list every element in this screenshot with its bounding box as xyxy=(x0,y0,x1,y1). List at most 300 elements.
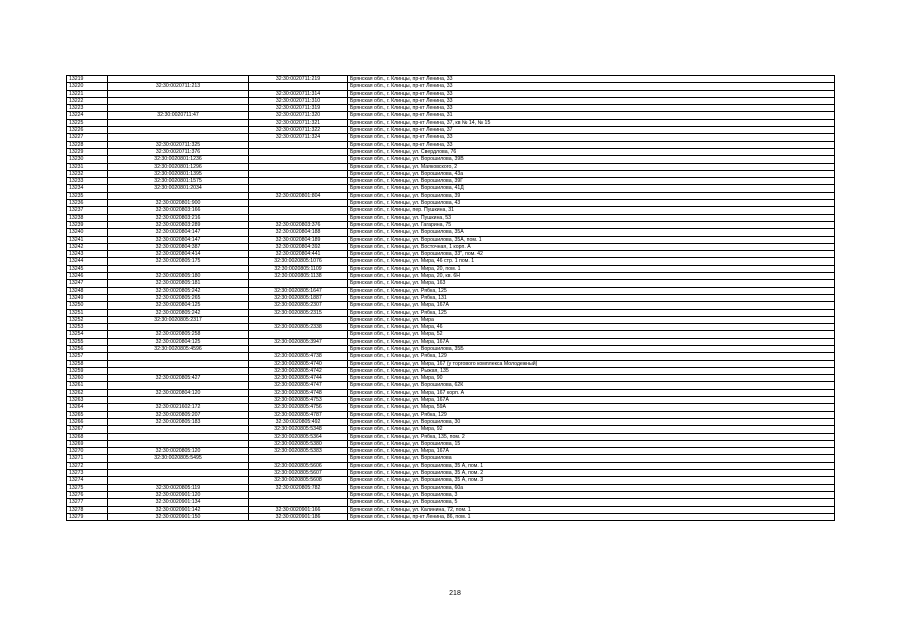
parcel-number-cell xyxy=(108,127,249,134)
object-number-cell: 32:30:0020804:188 xyxy=(249,229,348,236)
object-number-cell: 32:30:0020711:324 xyxy=(249,134,348,141)
table-row xyxy=(67,491,835,498)
parcel-number-cell xyxy=(108,90,249,97)
object-number-cell: 32:30:0020805:4753 xyxy=(249,397,348,404)
object-number-cell: 32:30:0020805:5608 xyxy=(249,477,348,484)
address-cell: Брянская обл., г. Клинцы, ул. Ворошилова, 3 xyxy=(348,491,835,498)
row-number-cell: 13258 xyxy=(67,360,108,367)
parcel-number-cell: 32:30:0020805:2317 xyxy=(108,316,249,323)
table-row xyxy=(67,345,835,352)
address-cell: Брянская обл., г. Клинцы, пер. Пушкина, 31 xyxy=(348,207,835,214)
parcel-number-cell xyxy=(108,265,249,272)
parcel-number-cell: 32:30:0020801:1575 xyxy=(108,178,249,185)
address-cell: Брянская обл., г. Клинцы, ул. Ворошилова, 35 А, пом. 2 xyxy=(348,470,835,477)
parcel-number-cell: 32:30:0020805:183 xyxy=(108,418,249,425)
address-cell: Брянская обл., г. Клинцы, ул. Ворошилова, 35А, пом. 1 xyxy=(348,236,835,243)
object-number-cell xyxy=(249,156,348,163)
address-cell: Брянская обл., г. Клинцы, ул. Рябка, 125 xyxy=(348,309,835,316)
object-number-cell xyxy=(249,316,348,323)
table-row xyxy=(67,273,835,280)
table-row xyxy=(67,499,835,506)
address-cell: Брянская обл., г. Клинцы, ул. Ворошилова, 30 xyxy=(348,418,835,425)
table-row xyxy=(67,170,835,177)
parcel-number-cell: 32:30:0020711:325 xyxy=(108,141,249,148)
address-cell: Брянская обл., г. Клинцы, ул. Восточная, 1 корп. А xyxy=(348,243,835,250)
row-number-cell: 13225 xyxy=(67,119,108,126)
table-row xyxy=(67,287,835,294)
row-number-cell: 13221 xyxy=(67,90,108,97)
table-row xyxy=(67,375,835,382)
row-number-cell: 13242 xyxy=(67,243,108,250)
parcel-number-cell: 32:30:0020901:134 xyxy=(108,499,249,506)
table-row xyxy=(67,141,835,148)
parcel-number-cell: 32:30:0020805:207 xyxy=(108,411,249,418)
table-row xyxy=(67,251,835,258)
table-row xyxy=(67,302,835,309)
table-row xyxy=(67,513,835,520)
address-cell: Брянская обл., г. Клинцы, ул. Мира, 46 стр. 1 пом. 1 xyxy=(348,258,835,265)
object-number-cell xyxy=(249,200,348,207)
address-cell: Брянская обл., г. Клинцы, ул. Рябка, 131 xyxy=(348,294,835,301)
address-cell: Брянская обл., г. Клинцы, ул. Рыжая, 135 xyxy=(348,367,835,374)
parcel-number-cell: 32:30:0020804:125 xyxy=(108,338,249,345)
address-cell: Брянская обл., г. Клинцы, пр-кт Ленина, 31 xyxy=(348,112,835,119)
object-number-cell xyxy=(249,499,348,506)
table-row xyxy=(67,192,835,199)
row-number-cell: 13240 xyxy=(67,229,108,236)
row-number-cell: 13264 xyxy=(67,404,108,411)
table-row xyxy=(67,185,835,192)
address-cell: Брянская обл., г. Клинцы, ул. Свердлова, 76 xyxy=(348,148,835,155)
object-number-cell: 32:30:0020711:319 xyxy=(249,105,348,112)
row-number-cell: 13271 xyxy=(67,455,108,462)
parcel-number-cell: 32:30:0020805:265 xyxy=(108,294,249,301)
object-number-cell xyxy=(249,141,348,148)
object-number-cell: 32:30:0020805:4787 xyxy=(249,411,348,418)
table-row xyxy=(67,97,835,104)
parcel-number-cell xyxy=(108,324,249,331)
row-number-cell: 13263 xyxy=(67,397,108,404)
object-number-cell xyxy=(249,178,348,185)
table-row xyxy=(67,265,835,272)
table-row xyxy=(67,418,835,425)
address-cell: Брянская обл., г. Клинцы, пр-кт Ленина, 37 xyxy=(348,127,835,134)
parcel-number-cell: 32:30:0020805:242 xyxy=(108,309,249,316)
table-row xyxy=(67,324,835,331)
parcel-number-cell xyxy=(108,382,249,389)
address-cell: Брянская обл., г. Клинцы, ул. Мира, 167А xyxy=(348,302,835,309)
address-cell: Брянская обл., г. Клинцы, пр-кт Ленина, 33 xyxy=(348,105,835,112)
row-number-cell: 13237 xyxy=(67,207,108,214)
object-number-cell: 32:30:0020805:5380 xyxy=(249,440,348,447)
registry-table xyxy=(66,75,835,521)
row-number-cell: 13275 xyxy=(67,484,108,491)
row-number-cell: 13231 xyxy=(67,163,108,170)
parcel-number-cell: 32:30:0020804:147 xyxy=(108,236,249,243)
row-number-cell: 13244 xyxy=(67,258,108,265)
row-number-cell: 13233 xyxy=(67,178,108,185)
address-cell: Брянская обл., г. Клинцы, ул. Мира, 167 корп. А xyxy=(348,389,835,396)
parcel-number-cell: 32:30:0020805:175 xyxy=(108,258,249,265)
row-number-cell: 13224 xyxy=(67,112,108,119)
parcel-number-cell: 32:30:0020711:213 xyxy=(108,83,249,90)
table-row xyxy=(67,200,835,207)
parcel-number-cell: 32:30:0020803:289 xyxy=(108,221,249,228)
object-number-cell: 32:30:0020805:1109 xyxy=(249,265,348,272)
table-row xyxy=(67,433,835,440)
page-number: 218 xyxy=(449,590,461,597)
row-number-cell: 13268 xyxy=(67,433,108,440)
object-number-cell: 32:30:0020711:314 xyxy=(249,90,348,97)
object-number-cell xyxy=(249,148,348,155)
table-row xyxy=(67,411,835,418)
table-row xyxy=(67,440,835,447)
row-number-cell: 13229 xyxy=(67,148,108,155)
table-row xyxy=(67,221,835,228)
address-cell: Брянская обл., г. Клинцы, ул. Рябка, 125 xyxy=(348,287,835,294)
parcel-number-cell xyxy=(108,105,249,112)
parcel-number-cell: 32:30:0020804:120 xyxy=(108,389,249,396)
address-cell: Брянская обл., г. Клинцы, ул. Гагарина, 75 xyxy=(348,221,835,228)
table-row xyxy=(67,258,835,265)
address-cell: Брянская обл., г. Клинцы, ул. Ворошилова, 35 А, пом. 1 xyxy=(348,462,835,469)
row-number-cell: 13226 xyxy=(67,127,108,134)
object-number-cell: 32:30:0020801:804 xyxy=(249,192,348,199)
table-row xyxy=(67,178,835,185)
row-number-cell: 13255 xyxy=(67,338,108,345)
object-number-cell: 32:30:0020805:4747 xyxy=(249,382,348,389)
table-row xyxy=(67,214,835,221)
address-cell: Брянская обл., г. Клинцы, ул. Ворошилова, 60а xyxy=(348,484,835,491)
row-number-cell: 13277 xyxy=(67,499,108,506)
table-row xyxy=(67,506,835,513)
parcel-number-cell: 32:30:0020801:2034 xyxy=(108,185,249,192)
parcel-number-cell: 32:30:0020805:181 xyxy=(108,280,249,287)
parcel-number-cell: 32:30:0020805:5495 xyxy=(108,455,249,462)
row-number-cell: 13253 xyxy=(67,324,108,331)
table-row xyxy=(67,243,835,250)
table-row xyxy=(67,426,835,433)
parcel-number-cell: 32:30:0020901:142 xyxy=(108,506,249,513)
object-number-cell: 32:30:0020805:4748 xyxy=(249,389,348,396)
address-cell: Брянская обл., г. Клинцы, ул. Мира, 20, кв. 6Н xyxy=(348,273,835,280)
object-number-cell: 32:30:0020805:782 xyxy=(249,484,348,491)
object-number-cell: 32:30:0020805:2338 xyxy=(249,324,348,331)
address-cell: Брянская обл., г. Клинцы, ул. Мира, 167А xyxy=(348,338,835,345)
address-cell: Брянская обл., г. Клинцы, ул. Мира xyxy=(348,316,835,323)
object-number-cell: 32:30:0020711:322 xyxy=(249,127,348,134)
row-number-cell: 13246 xyxy=(67,273,108,280)
object-number-cell: 32:30:0020805:5383 xyxy=(249,448,348,455)
parcel-number-cell xyxy=(108,119,249,126)
address-cell: Брянская обл., г. Клинцы, ул. Ворошилова, 35 А, пом. 3 xyxy=(348,477,835,484)
parcel-number-cell: 32:30:0020804:147 xyxy=(108,229,249,236)
object-number-cell: 32:30:0020805:5364 xyxy=(249,433,348,440)
address-cell: Брянская обл., г. Клинцы, ул. Мира, 90 xyxy=(348,375,835,382)
parcel-number-cell: 32:30:0020804:387 xyxy=(108,243,249,250)
row-number-cell: 13247 xyxy=(67,280,108,287)
address-cell: Брянская обл., г. Клинцы, пр-кт Ленина, 33 xyxy=(348,97,835,104)
table-row xyxy=(67,455,835,462)
object-number-cell: 32:30:0020805:1076 xyxy=(249,258,348,265)
parcel-number-cell: 32:30:0020801:900 xyxy=(108,200,249,207)
parcel-number-cell: 32:30:0020801:1395 xyxy=(108,170,249,177)
object-number-cell xyxy=(249,331,348,338)
address-cell: Брянская обл., г. Клинцы, ул. Мира, 163 xyxy=(348,280,835,287)
object-number-cell: 32:30:0020805:1138 xyxy=(249,273,348,280)
row-number-cell: 13251 xyxy=(67,309,108,316)
object-number-cell: 32:30:0020805:4738 xyxy=(249,353,348,360)
table-row xyxy=(67,477,835,484)
address-cell: Брянская обл., г. Клинцы, ул. Ворошилова, 39В xyxy=(348,156,835,163)
object-number-cell xyxy=(249,491,348,498)
row-number-cell: 13243 xyxy=(67,251,108,258)
table-row xyxy=(67,448,835,455)
parcel-number-cell xyxy=(108,440,249,447)
row-number-cell: 13260 xyxy=(67,375,108,382)
table-row xyxy=(67,294,835,301)
registry-table-body xyxy=(67,76,835,521)
parcel-number-cell: 32:30:0020803:216 xyxy=(108,214,249,221)
object-number-cell: 32:30:0020901:186 xyxy=(249,513,348,520)
parcel-number-cell xyxy=(108,360,249,367)
parcel-number-cell: 32:30:0020805:427 xyxy=(108,375,249,382)
object-number-cell: 32:30:0020711:310 xyxy=(249,97,348,104)
row-number-cell: 13266 xyxy=(67,418,108,425)
table-row xyxy=(67,404,835,411)
address-cell: Брянская обл., г. Клинцы, пр-кт Ленина, 37, кв № 14, № 15 xyxy=(348,119,835,126)
row-number-cell: 13235 xyxy=(67,192,108,199)
row-number-cell: 13222 xyxy=(67,97,108,104)
parcel-number-cell: 32:30:0020801:1296 xyxy=(108,163,249,170)
object-number-cell: 32:30:0020804:441 xyxy=(249,251,348,258)
address-cell: Брянская обл., г. Клинцы, ул. Ворошилова, 39 xyxy=(348,192,835,199)
table-row xyxy=(67,229,835,236)
parcel-number-cell: 32:30:0020805:120 xyxy=(108,448,249,455)
table-row xyxy=(67,367,835,374)
table-row xyxy=(67,119,835,126)
table-row xyxy=(67,397,835,404)
parcel-number-cell: 32:30:0020901:150 xyxy=(108,513,249,520)
table-row xyxy=(67,470,835,477)
row-number-cell: 13274 xyxy=(67,477,108,484)
parcel-number-cell xyxy=(108,192,249,199)
row-number-cell: 13245 xyxy=(67,265,108,272)
address-cell: Брянская обл., г. Клинцы, ул. Мира, 167 (у торгового комплекса Молодежный) xyxy=(348,360,835,367)
table-row xyxy=(67,484,835,491)
row-number-cell: 13276 xyxy=(67,491,108,498)
row-number-cell: 13265 xyxy=(67,411,108,418)
address-cell: Брянская обл., г. Клинцы, ул. Ворошилова xyxy=(348,455,835,462)
parcel-number-cell xyxy=(108,433,249,440)
table-row xyxy=(67,156,835,163)
address-cell: Брянская обл., г. Клинцы, ул. Мира, 167А xyxy=(348,448,835,455)
table-row xyxy=(67,207,835,214)
parcel-number-cell xyxy=(108,397,249,404)
object-number-cell xyxy=(249,207,348,214)
object-number-cell: 32:30:0020711:321 xyxy=(249,119,348,126)
parcel-number-cell: 32:30:0020711:47 xyxy=(108,112,249,119)
object-number-cell xyxy=(249,280,348,287)
table-row xyxy=(67,127,835,134)
object-number-cell xyxy=(249,455,348,462)
table-row xyxy=(67,105,835,112)
parcel-number-cell xyxy=(108,97,249,104)
parcel-number-cell: 32:30:0020801:1236 xyxy=(108,156,249,163)
row-number-cell: 13272 xyxy=(67,462,108,469)
object-number-cell: 32:30:0020804:189 xyxy=(249,236,348,243)
table-row xyxy=(67,338,835,345)
row-number-cell: 13241 xyxy=(67,236,108,243)
object-number-cell: 32:30:0020803:376 xyxy=(249,221,348,228)
object-number-cell xyxy=(249,214,348,221)
parcel-number-cell xyxy=(108,353,249,360)
row-number-cell: 13252 xyxy=(67,316,108,323)
row-number-cell: 13262 xyxy=(67,389,108,396)
row-number-cell: 13250 xyxy=(67,302,108,309)
row-number-cell: 13267 xyxy=(67,426,108,433)
address-cell: Брянская обл., г. Клинцы, пр-кт Ленина, 86, пом. 1 xyxy=(348,513,835,520)
object-number-cell: 32:30:0020805:4740 xyxy=(249,360,348,367)
address-cell: Брянская обл., г. Клинцы, пр-кт Ленина, 33 xyxy=(348,90,835,97)
table-row xyxy=(67,462,835,469)
parcel-number-cell xyxy=(108,367,249,374)
object-number-cell: 32:30:0020711:320 xyxy=(249,112,348,119)
object-number-cell: 32:30:0020805:5607 xyxy=(249,470,348,477)
object-number-cell: 32:30:0020805:4756 xyxy=(249,404,348,411)
row-number-cell: 13279 xyxy=(67,513,108,520)
table-row xyxy=(67,280,835,287)
row-number-cell: 13254 xyxy=(67,331,108,338)
row-number-cell: 13248 xyxy=(67,287,108,294)
row-number-cell: 13269 xyxy=(67,440,108,447)
row-number-cell: 13270 xyxy=(67,448,108,455)
address-cell: Брянская обл., г. Клинцы, ул. Ворошилова, 62К xyxy=(348,382,835,389)
address-cell: Брянская обл., г. Клинцы, ул. Ворошилова, 43а xyxy=(348,170,835,177)
object-number-cell: 32:30:0020805:4744 xyxy=(249,375,348,382)
row-number-cell: 13273 xyxy=(67,470,108,477)
address-cell: Брянская обл., г. Клинцы, ул. Ворошилова, 35А xyxy=(348,229,835,236)
parcel-number-cell: 32:30:0020901:120 xyxy=(108,491,249,498)
address-cell: Брянская обл., г. Клинцы, ул. Рябка, 129 xyxy=(348,353,835,360)
object-number-cell: 32:30:0020805:4742 xyxy=(249,367,348,374)
object-number-cell xyxy=(249,185,348,192)
object-number-cell: 32:30:0020804:392 xyxy=(249,243,348,250)
parcel-number-cell: 32:30:0020711:376 xyxy=(108,148,249,155)
address-cell: Брянская обл., г. Клинцы, ул. Калинина, 72, пом. 1 xyxy=(348,506,835,513)
address-cell: Брянская обл., г. Клинцы, ул. Мира, 59А xyxy=(348,404,835,411)
address-cell: Брянская обл., г. Клинцы, ул. Маяковского, 2 xyxy=(348,163,835,170)
parcel-number-cell xyxy=(108,477,249,484)
address-cell: Брянская обл., г. Клинцы, ул. Ворошилова, 43 xyxy=(348,200,835,207)
row-number-cell: 13227 xyxy=(67,134,108,141)
object-number-cell: 32:30:0020805:5348 xyxy=(249,426,348,433)
object-number-cell: 32:30:0020805:2307 xyxy=(249,302,348,309)
object-number-cell: 32:30:0020805:5606 xyxy=(249,462,348,469)
address-cell: Брянская обл., г. Клинцы, ул. Рябка, 129 xyxy=(348,411,835,418)
row-number-cell: 13256 xyxy=(67,345,108,352)
address-cell: Брянская обл., г. Клинцы, ул. Ворошилова, 5 xyxy=(348,499,835,506)
object-number-cell: 32:30:0020805:3947 xyxy=(249,338,348,345)
row-number-cell: 13239 xyxy=(67,221,108,228)
table-row xyxy=(67,389,835,396)
parcel-number-cell: 32:30:0020805:258 xyxy=(108,331,249,338)
table-row xyxy=(67,83,835,90)
row-number-cell: 13219 xyxy=(67,76,108,83)
address-cell: Брянская обл., г. Клинцы, ул. Мира, 46 xyxy=(348,324,835,331)
address-cell: Брянская обл., г. Клинцы, пр-кт Ленина, 33 xyxy=(348,76,835,83)
object-number-cell xyxy=(249,83,348,90)
row-number-cell: 13236 xyxy=(67,200,108,207)
table-row xyxy=(67,236,835,243)
address-cell: Брянская обл., г. Клинцы, ул. Ворошилова, 41Д xyxy=(348,185,835,192)
address-cell: Брянская обл., г. Клинцы, пр-кт Ленина, 33 xyxy=(348,134,835,141)
row-number-cell: 13234 xyxy=(67,185,108,192)
table-row xyxy=(67,309,835,316)
address-cell: Брянская обл., г. Клинцы, ул. Ворошилова, 39Г xyxy=(348,178,835,185)
object-number-cell: 32:30:0020901:166 xyxy=(249,506,348,513)
row-number-cell: 13257 xyxy=(67,353,108,360)
table-row xyxy=(67,148,835,155)
address-cell: Брянская обл., г. Клинцы, ул. Мира, 52 xyxy=(348,331,835,338)
row-number-cell: 13220 xyxy=(67,83,108,90)
parcel-number-cell: 32:30:0021602:172 xyxy=(108,404,249,411)
row-number-cell: 13278 xyxy=(67,506,108,513)
address-cell: Брянская обл., г. Клинцы, ул. Ворошилова, 33", пом. 42 xyxy=(348,251,835,258)
row-number-cell: 13259 xyxy=(67,367,108,374)
row-number-cell: 13228 xyxy=(67,141,108,148)
parcel-number-cell: 32:30:0020804:414 xyxy=(108,251,249,258)
parcel-number-cell: 32:30:0020805:180 xyxy=(108,273,249,280)
object-number-cell: 32:30:0020711:219 xyxy=(249,76,348,83)
table-row xyxy=(67,331,835,338)
table-row xyxy=(67,134,835,141)
parcel-number-cell: 32:30:0020803:166 xyxy=(108,207,249,214)
row-number-cell: 13249 xyxy=(67,294,108,301)
table-row xyxy=(67,316,835,323)
parcel-number-cell: 32:30:0020804:125 xyxy=(108,302,249,309)
table-row xyxy=(67,360,835,367)
row-number-cell: 13230 xyxy=(67,156,108,163)
table-row xyxy=(67,382,835,389)
address-cell: Брянская обл., г. Клинцы, ул. Мира, 20, пом. 1 xyxy=(348,265,835,272)
object-number-cell xyxy=(249,345,348,352)
address-cell: Брянская обл., г. Клинцы, ул. Рябка, 135, пом. 2 xyxy=(348,433,835,440)
parcel-number-cell xyxy=(108,134,249,141)
table-row xyxy=(67,353,835,360)
row-number-cell: 13232 xyxy=(67,170,108,177)
object-number-cell xyxy=(249,163,348,170)
row-number-cell: 13238 xyxy=(67,214,108,221)
parcel-number-cell: 32:30:0020805:119 xyxy=(108,484,249,491)
address-cell: Брянская обл., г. Клинцы, ул. Мира, 167А xyxy=(348,397,835,404)
table-row xyxy=(67,163,835,170)
table-row xyxy=(67,90,835,97)
object-number-cell: 32:30:0020805:1887 xyxy=(249,294,348,301)
row-number-cell: 13223 xyxy=(67,105,108,112)
object-number-cell: 32:30:0020805:1647 xyxy=(249,287,348,294)
parcel-number-cell: 32:30:0020805:4596 xyxy=(108,345,249,352)
parcel-number-cell xyxy=(108,470,249,477)
address-cell: Брянская обл., г. Клинцы, ул. Пушкина, 53 xyxy=(348,214,835,221)
object-number-cell xyxy=(249,170,348,177)
address-cell: Брянская обл., г. Клинцы, пр-кт Ленина, 33 xyxy=(348,141,835,148)
address-cell: Брянская обл., г. Клинцы, пр-кт Ленина, 33 xyxy=(348,83,835,90)
parcel-number-cell xyxy=(108,462,249,469)
address-cell: Брянская обл., г. Клинцы, ул. Ворошилова, 35Б xyxy=(348,345,835,352)
parcel-number-cell xyxy=(108,426,249,433)
table-row xyxy=(67,76,835,83)
